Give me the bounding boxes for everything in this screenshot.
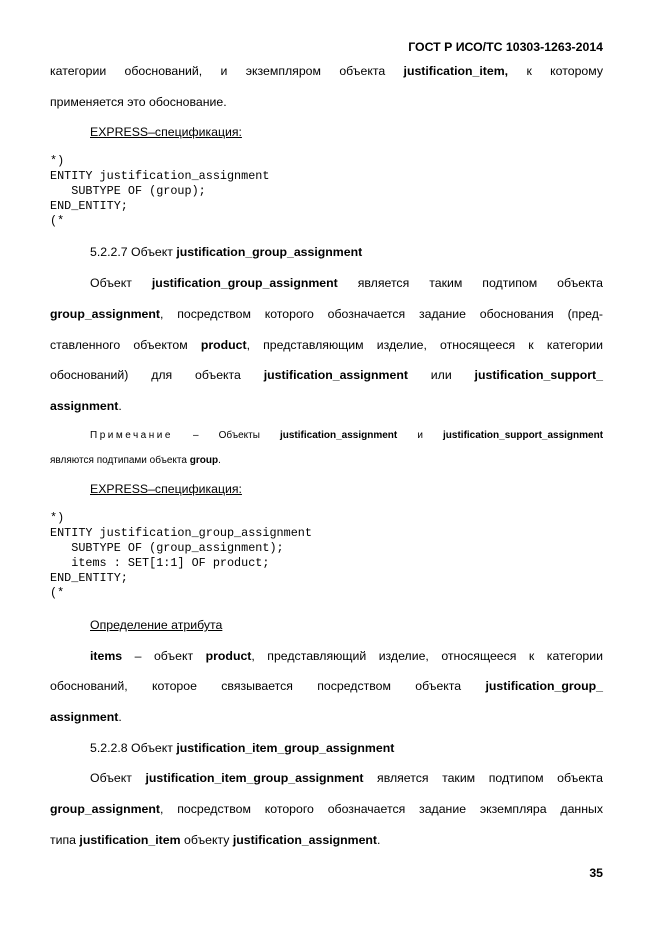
text-span: обоснований) для объекта [50, 368, 241, 382]
text-span: являются подтипами объекта [50, 455, 187, 466]
page-number: 35 [589, 866, 603, 880]
text-span: типа [50, 833, 76, 847]
section-heading-5228 [90, 741, 394, 755]
paragraph-line [50, 802, 603, 816]
paragraph-line [90, 771, 603, 785]
entity-name: justification_item, [403, 64, 509, 78]
entity-name: group_assignment [50, 802, 161, 816]
text-span: Объект [90, 771, 132, 785]
entity-name: justification_support_ [474, 368, 603, 382]
section-number: 5.2.2.8 Объект [90, 741, 173, 755]
entity-name: group [189, 455, 219, 466]
document-header: ГОСТ Р ИСО/ТС 10303-1263-2014 [408, 40, 603, 54]
text-span: обоснований, которое связывается посредством объекта [50, 679, 462, 693]
text-span: , представляющий изделие, относящееся к категории [251, 649, 603, 663]
note-line [50, 455, 221, 467]
text-span: – [192, 430, 199, 441]
paragraph-line [50, 64, 603, 78]
text-span: . [118, 399, 122, 413]
note-label: Примечание [90, 430, 173, 441]
entity-name: product [200, 338, 247, 352]
text-span: к которому [526, 64, 604, 78]
text-span: Объекты [218, 430, 260, 441]
entity-name: product [205, 649, 252, 663]
text-span: . [377, 833, 381, 847]
express-code-block: *) ENTITY justification_assignment SUBTYPE OF (group); END_ENTITY; (* [50, 154, 270, 228]
express-spec-label: EXPRESS–спецификация: [90, 125, 242, 139]
paragraph-line [50, 399, 122, 413]
entity-name: justification_group_assignment [151, 276, 338, 290]
entity-name: assignment [50, 399, 119, 413]
text-span: или [430, 368, 452, 382]
entity-name: justification_assignment [279, 430, 398, 441]
attribute-name: items [90, 649, 123, 663]
attribute-definition-label: Определение атрибута [90, 618, 223, 632]
paragraph-line: применяется это обоснование. [50, 95, 227, 109]
text-span: , посредством которого обозначается задание экземпляра данных [160, 802, 603, 816]
paragraph-line [50, 833, 380, 847]
entity-name: justification_item_group_assignment [176, 741, 395, 755]
text-span: , посредством которого обозначается задание обоснования (пред- [160, 307, 603, 321]
entity-name: justification_group_assignment [176, 245, 363, 259]
entity-name: assignment [50, 710, 119, 724]
paragraph-line [50, 679, 603, 693]
text-span: и [417, 430, 423, 441]
text-span: – объект [134, 649, 194, 663]
text-span: . [218, 455, 221, 466]
entity-name: justification_group_ [485, 679, 603, 693]
entity-name: justification_item_group_assignment [145, 771, 364, 785]
text-span: , представляющим изделие, относящееся к категории [246, 338, 603, 352]
paragraph-line [50, 368, 603, 382]
entity-name: justification_item [79, 833, 181, 847]
entity-name: justification_support_assignment [443, 430, 604, 441]
paragraph-line [90, 276, 603, 290]
paragraph-line [90, 649, 603, 663]
text-span: . [118, 710, 122, 724]
text-span: является таким подтипом объекта [357, 276, 604, 290]
express-spec-label: EXPRESS–спецификация: [90, 482, 242, 496]
text-span: является таким подтипом объекта [377, 771, 604, 785]
paragraph-line [50, 338, 603, 352]
entity-name: group_assignment [50, 307, 161, 321]
entity-name: justification_assignment [232, 833, 378, 847]
section-heading-5227 [90, 245, 362, 259]
text-span: Объект [90, 276, 132, 290]
paragraph-line [50, 307, 603, 321]
express-code-block: *) ENTITY justification_group_assignment SUBTYPE OF (group_assignment); items : SET[1:1] OF product; END_ENTITY; (* [50, 511, 312, 600]
text-span: ставленного объектом [50, 338, 188, 352]
entity-name: justification_assignment [263, 368, 408, 382]
text-span: объекту [183, 833, 230, 847]
paragraph-line [50, 710, 122, 724]
note-line [90, 430, 603, 442]
section-number: 5.2.2.7 Объект [90, 245, 173, 259]
text-span: категории обоснований, и экземпляром объекта [50, 64, 386, 78]
